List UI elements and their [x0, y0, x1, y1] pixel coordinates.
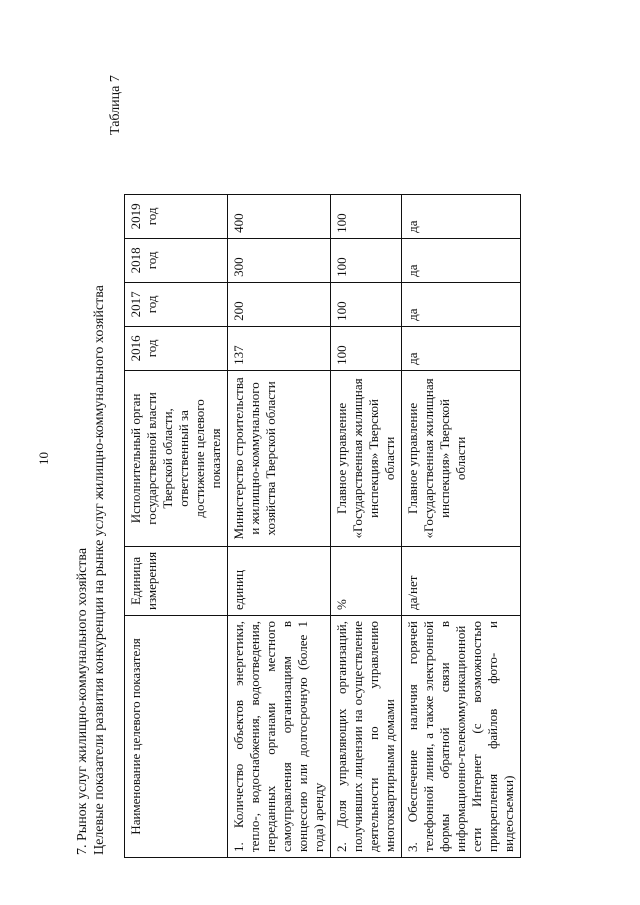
- table-row: [402, 194, 521, 857]
- row-2019: 400: [228, 194, 331, 238]
- row-unit: %: [331, 546, 402, 615]
- row-2017: да: [402, 282, 521, 326]
- row-name: 1. Количество объектов энергетики, тепло-, водоснабжения, водоотведения, переданных органами местного самоуправления организациям в концессию или долгосрочную (более 1 года) аренду: [228, 616, 331, 858]
- subsection-heading: Целевые показатели развития конкуренции на рынке услуг жилищно-коммунального хозяйства: [92, 285, 107, 855]
- section-heading: 7. Рынок услуг жилищно-коммунального хозяйства: [75, 547, 90, 855]
- targets-table: [124, 194, 521, 858]
- header-org: Исполнительный орган государственной власти Тверской области, ответственный за достижение целевого показателя: [125, 370, 228, 546]
- header-2019: 2019 год: [125, 194, 228, 238]
- header-name: Наименование целевого показателя: [125, 616, 228, 858]
- table-caption: Таблица 7: [108, 75, 123, 135]
- page-number: 10: [36, 452, 51, 465]
- row-2016: да: [402, 326, 521, 370]
- row-org: Главное управление «Государственная жилищная инспекция» Тверской области: [402, 370, 521, 546]
- row-name: 2. Доля управляющих организаций, получивших лицензии на осуществление деятельности по управлению многоквартирными домами: [331, 616, 402, 858]
- header-2016: 2016 год: [125, 326, 228, 370]
- header-unit: Единица измерения: [125, 546, 228, 615]
- row-2018: да: [402, 238, 521, 282]
- row-2019: да: [402, 194, 521, 238]
- table-header-row: [125, 194, 228, 857]
- header-2017: 2017 год: [125, 282, 228, 326]
- row-2019: 100: [331, 194, 402, 238]
- row-unit: единиц: [228, 546, 331, 615]
- row-name: 3. Обеспечение наличия горячей телефонной линии, а также электронной формы обратной связи в информационно-телекоммуникационной сети Интернет (с возможностью прикрепления файлов фото- и видеосъемки): [402, 616, 521, 858]
- row-2016: 137: [228, 326, 331, 370]
- row-unit: да/нет: [402, 546, 521, 615]
- header-2018: 2018 год: [125, 238, 228, 282]
- table-row: [331, 194, 402, 857]
- row-2017: 200: [228, 282, 331, 326]
- row-org: Министерство строительства и жилищно-коммунального хозяйства Тверской области: [228, 370, 331, 546]
- table-row: [228, 194, 331, 857]
- row-2017: 100: [331, 282, 402, 326]
- row-2018: 100: [331, 238, 402, 282]
- row-2018: 300: [228, 238, 331, 282]
- row-2016: 100: [331, 326, 402, 370]
- row-org: Главное управление «Государственная жилищная инспекция» Тверской области: [331, 370, 402, 546]
